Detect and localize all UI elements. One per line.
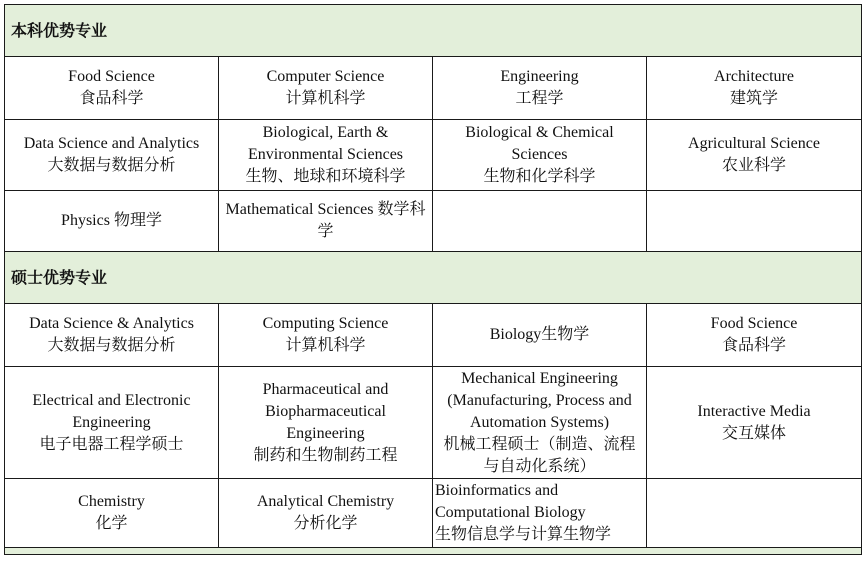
table-cell <box>5 120 219 191</box>
major-name-en: Computer Science <box>266 68 385 85</box>
table-cell <box>433 57 647 120</box>
major-name-cn: 生物和化学科学 <box>483 168 596 185</box>
major-name-cn: 制药和生物制药工程 <box>253 446 398 464</box>
major-name-cn: 食品科学 <box>79 90 144 107</box>
table-cell <box>647 367 862 479</box>
table-cell <box>433 120 647 191</box>
table-cell <box>433 367 647 479</box>
major-name-cn: 生物、地球和环境科学 <box>245 168 406 185</box>
table-row <box>5 120 862 191</box>
major-name-en: Analytical Chemistry <box>256 493 395 510</box>
table-row <box>5 479 862 548</box>
major-name-cn: 交互媒体 <box>722 424 787 442</box>
major-name-cn: 机械工程硕士（制造、流程与自动化系统） <box>443 435 636 475</box>
table-row <box>5 304 862 367</box>
major-name: Mathematical Sciences 数学科学 <box>225 201 426 240</box>
table-cell <box>5 57 219 120</box>
major-name-en: Food Science <box>710 315 798 332</box>
major-name-cn: 食品科学 <box>722 337 787 354</box>
table-cell <box>219 191 433 252</box>
major-name-en: Architecture <box>714 68 794 85</box>
table-cell-empty <box>433 191 647 252</box>
table-cell <box>219 120 433 191</box>
major-name-cn: 建筑学 <box>730 90 779 107</box>
major-name-cn: 生物信息学与计算生物学 <box>435 526 612 543</box>
major-name-en: Engineering <box>500 68 579 85</box>
table-cell-empty <box>647 479 862 548</box>
major-name-cn: 大数据与数据分析 <box>47 337 176 354</box>
table-cell <box>647 120 862 191</box>
major-name-cn: 计算机科学 <box>285 337 366 354</box>
major-name-en: Data Science and Analytics <box>23 135 200 152</box>
major-name-en: Chemistry <box>78 493 145 510</box>
table-cell <box>219 304 433 367</box>
major-name-en: Interactive Media <box>697 402 811 420</box>
table-cell <box>219 57 433 120</box>
major-name-en: Agricultural Science <box>688 135 820 152</box>
major-name-cn: 大数据与数据分析 <box>47 157 176 174</box>
major-name-cn: 化学 <box>95 515 128 532</box>
major-name: Physics 物理学 <box>61 212 162 229</box>
table-cell <box>433 479 647 548</box>
table-cell <box>5 479 219 548</box>
major-name-en: Bioinformatics and Computational Biology <box>435 482 586 521</box>
major-name-cn: 分析化学 <box>293 515 358 532</box>
major-name-en: Mechanical Engineering (Manufacturing, Process and Automation Systems) <box>447 369 632 431</box>
major-name-cn: 计算机科学 <box>285 90 366 107</box>
table-cell <box>5 191 219 252</box>
major-name-cn: 农业科学 <box>722 157 787 174</box>
table-cell-empty <box>647 191 862 252</box>
table-cell <box>647 57 862 120</box>
table-row <box>5 367 862 479</box>
major-name-en: Data Science & Analytics <box>29 315 194 332</box>
majors-sheet <box>4 4 861 555</box>
next-section-edge <box>5 548 862 555</box>
major-name-cn: 电子电器工程学硕士 <box>39 435 184 453</box>
table-cell <box>219 367 433 479</box>
major-name-en: Food Science <box>68 68 155 85</box>
major-name-en: Biological & Chemical Sciences <box>465 124 614 163</box>
major-name-en: Electrical and Electronic Engineering <box>32 391 191 431</box>
undergrad-heading: 本科优势专业 <box>5 5 862 57</box>
majors-table <box>4 4 862 555</box>
table-row <box>5 57 862 120</box>
major-name-cn: 工程学 <box>515 90 564 107</box>
table-cell <box>647 304 862 367</box>
major-name-en: Computing Science <box>262 315 389 332</box>
next-section-strip <box>5 548 862 555</box>
table-cell <box>5 304 219 367</box>
major-name-en: Pharmaceutical and Biopharmaceutical Engineering <box>262 380 389 442</box>
major-name: Biology生物学 <box>489 326 590 343</box>
table-cell <box>5 367 219 479</box>
table-row <box>5 191 862 252</box>
masters-heading: 硕士优势专业 <box>5 252 862 304</box>
table-cell <box>219 479 433 548</box>
major-name-en: Biological, Earth & Environmental Sciences <box>247 124 404 163</box>
table-cell <box>433 304 647 367</box>
